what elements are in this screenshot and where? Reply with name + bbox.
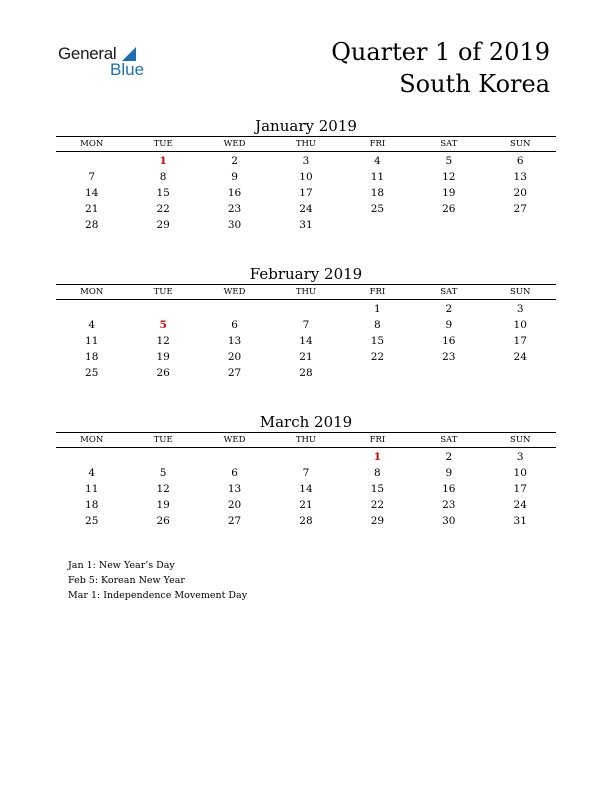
week-row bbox=[56, 185, 556, 201]
weekday-label: MON bbox=[80, 139, 104, 149]
empty-day-cell bbox=[413, 217, 484, 233]
day-cell: 10 bbox=[513, 319, 527, 331]
day-cell: 7 bbox=[88, 171, 96, 183]
day-cell: 23 bbox=[442, 499, 456, 511]
month-calendar bbox=[56, 412, 556, 529]
logo-text-blue: Blue bbox=[110, 60, 145, 79]
day-cell: 9 bbox=[445, 319, 453, 331]
month-title: January 2019 bbox=[255, 117, 357, 135]
week-row bbox=[56, 217, 556, 233]
day-cell: 17 bbox=[299, 187, 313, 199]
day-cell: 5 bbox=[159, 467, 167, 479]
day-cell: 8 bbox=[159, 171, 167, 183]
month-title: March 2019 bbox=[259, 413, 353, 431]
week-row bbox=[56, 169, 556, 185]
month-calendar bbox=[56, 116, 556, 233]
day-cell: 31 bbox=[299, 219, 313, 231]
day-cell: 30 bbox=[442, 515, 456, 527]
weekday-label: FRI bbox=[369, 139, 386, 149]
week-row bbox=[56, 465, 556, 481]
day-cell: 20 bbox=[227, 351, 242, 363]
week-row bbox=[56, 201, 556, 217]
day-cell: 10 bbox=[299, 171, 313, 183]
day-cell: 18 bbox=[85, 499, 99, 511]
day-cell: 28 bbox=[299, 367, 313, 379]
day-cell: 3 bbox=[516, 303, 524, 315]
weekday-label: WED bbox=[223, 139, 246, 149]
logo-triangle-icon bbox=[122, 47, 136, 61]
day-cell: 28 bbox=[85, 219, 99, 231]
day-cell: 13 bbox=[227, 335, 242, 347]
empty-day-cell bbox=[485, 217, 556, 233]
holiday-notes bbox=[68, 558, 247, 603]
weekday-label: THU bbox=[295, 435, 317, 445]
empty-day-cell bbox=[485, 365, 556, 381]
weekday-label: FRI bbox=[369, 287, 386, 297]
day-cell: 6 bbox=[231, 467, 238, 479]
day-cell: 15 bbox=[370, 483, 385, 495]
month-calendar bbox=[56, 264, 556, 381]
weekday-label: TUE bbox=[153, 435, 173, 445]
week-row bbox=[56, 513, 556, 529]
generalblue-logo bbox=[58, 44, 158, 84]
title-quarter: Quarter 1 of 2019 bbox=[331, 38, 550, 66]
day-cell: 21 bbox=[85, 203, 99, 215]
day-cell: 17 bbox=[513, 335, 527, 347]
day-cell: 21 bbox=[299, 499, 313, 511]
holiday-day-cell: 1 bbox=[373, 451, 382, 463]
day-cell: 31 bbox=[513, 515, 527, 527]
holiday-day-cell: 5 bbox=[159, 319, 167, 331]
day-cell: 26 bbox=[156, 515, 170, 527]
holiday-note: Feb 5: Korean New Year bbox=[68, 575, 185, 586]
week-row bbox=[56, 497, 556, 513]
weekday-label: FRI bbox=[369, 435, 386, 445]
day-cell: 11 bbox=[85, 335, 99, 347]
empty-day-cell bbox=[199, 301, 270, 317]
day-cell: 23 bbox=[227, 203, 242, 215]
week-row bbox=[56, 333, 556, 349]
logo-text-general: General bbox=[58, 44, 117, 63]
day-cell: 25 bbox=[85, 515, 99, 527]
day-cell: 12 bbox=[156, 483, 170, 495]
day-cell: 19 bbox=[442, 187, 456, 199]
holiday-note: Mar 1: Independence Movement Day bbox=[68, 590, 248, 601]
day-cell: 19 bbox=[156, 499, 170, 511]
day-cell: 22 bbox=[370, 499, 385, 511]
day-cell: 9 bbox=[231, 171, 238, 183]
day-cell: 14 bbox=[299, 335, 313, 347]
day-cell: 2 bbox=[445, 451, 453, 463]
weekday-label: SUN bbox=[510, 435, 531, 445]
day-cell: 2 bbox=[231, 155, 238, 167]
day-cell: 1 bbox=[374, 303, 381, 315]
day-cell: 7 bbox=[302, 467, 310, 479]
day-cell: 11 bbox=[370, 171, 385, 183]
day-cell: 24 bbox=[513, 351, 527, 363]
day-cell: 27 bbox=[227, 515, 242, 527]
empty-day-cell bbox=[270, 449, 341, 465]
day-cell: 30 bbox=[227, 219, 242, 231]
day-cell: 15 bbox=[156, 187, 170, 199]
day-cell: 26 bbox=[156, 367, 170, 379]
empty-day-cell bbox=[413, 365, 484, 381]
weekday-label: SUN bbox=[510, 139, 531, 149]
holiday-day-cell: 1 bbox=[159, 155, 167, 167]
empty-day-cell bbox=[127, 301, 198, 317]
week-row bbox=[56, 301, 556, 317]
weekday-label: MON bbox=[80, 435, 104, 445]
day-cell: 21 bbox=[299, 351, 313, 363]
week-row bbox=[56, 365, 556, 381]
weekday-label: SAT bbox=[440, 139, 458, 149]
weekday-header bbox=[56, 284, 556, 300]
day-cell: 12 bbox=[442, 171, 456, 183]
day-cell: 8 bbox=[374, 467, 381, 479]
day-cell: 18 bbox=[370, 187, 385, 199]
day-cell: 20 bbox=[227, 499, 242, 511]
weekday-label: THU bbox=[295, 139, 317, 149]
day-cell: 28 bbox=[299, 515, 313, 527]
day-cell: 25 bbox=[370, 203, 385, 215]
weekday-label: SAT bbox=[440, 287, 458, 297]
day-cell: 16 bbox=[227, 187, 242, 199]
day-cell: 12 bbox=[156, 335, 170, 347]
day-cell: 17 bbox=[513, 483, 527, 495]
weekday-label: SAT bbox=[440, 435, 458, 445]
weekday-label: TUE bbox=[153, 287, 173, 297]
day-cell: 6 bbox=[231, 319, 238, 331]
month-title: February 2019 bbox=[249, 265, 363, 283]
day-cell: 2 bbox=[445, 303, 453, 315]
weekday-label: THU bbox=[295, 287, 317, 297]
day-cell: 22 bbox=[156, 203, 170, 215]
day-cell: 20 bbox=[513, 187, 527, 199]
title-country: South Korea bbox=[399, 70, 550, 98]
weekday-label: WED bbox=[223, 287, 246, 297]
weekday-label: MON bbox=[80, 287, 104, 297]
day-cell: 22 bbox=[370, 351, 385, 363]
week-row bbox=[56, 481, 556, 497]
day-cell: 4 bbox=[88, 319, 96, 331]
day-cell: 7 bbox=[302, 319, 310, 331]
day-cell: 11 bbox=[85, 483, 99, 495]
day-cell: 26 bbox=[442, 203, 456, 215]
day-cell: 29 bbox=[370, 515, 385, 527]
day-cell: 14 bbox=[299, 483, 313, 495]
day-cell: 27 bbox=[513, 203, 527, 215]
weekday-header bbox=[56, 136, 556, 152]
day-cell: 10 bbox=[513, 467, 527, 479]
weekday-header bbox=[56, 432, 556, 448]
holiday-note: Jan 1: New Year’s Day bbox=[68, 560, 175, 571]
weekday-label: WED bbox=[223, 435, 246, 445]
empty-day-cell bbox=[56, 301, 127, 317]
empty-day-cell bbox=[270, 301, 341, 317]
day-cell: 4 bbox=[88, 467, 96, 479]
empty-day-cell bbox=[56, 153, 127, 169]
day-cell: 13 bbox=[227, 483, 242, 495]
day-cell: 3 bbox=[516, 451, 524, 463]
day-cell: 18 bbox=[85, 351, 99, 363]
day-cell: 16 bbox=[442, 483, 456, 495]
page-title bbox=[331, 36, 550, 100]
day-cell: 27 bbox=[227, 367, 242, 379]
day-cell: 24 bbox=[299, 203, 313, 215]
day-cell: 5 bbox=[445, 155, 453, 167]
weekday-label: SUN bbox=[510, 287, 531, 297]
day-cell: 23 bbox=[442, 351, 456, 363]
week-row bbox=[56, 153, 556, 169]
empty-day-cell bbox=[127, 449, 198, 465]
week-row bbox=[56, 317, 556, 333]
day-cell: 4 bbox=[374, 155, 381, 167]
empty-day-cell bbox=[342, 217, 413, 233]
day-cell: 6 bbox=[516, 155, 524, 167]
day-cell: 8 bbox=[374, 319, 381, 331]
day-cell: 29 bbox=[156, 219, 170, 231]
day-cell: 16 bbox=[442, 335, 456, 347]
day-cell: 19 bbox=[156, 351, 170, 363]
empty-day-cell bbox=[199, 449, 270, 465]
day-cell: 3 bbox=[302, 155, 310, 167]
weekday-label: TUE bbox=[153, 139, 173, 149]
empty-day-cell bbox=[342, 365, 413, 381]
day-cell: 24 bbox=[513, 499, 527, 511]
week-row bbox=[56, 449, 556, 465]
day-cell: 13 bbox=[513, 171, 527, 183]
day-cell: 25 bbox=[85, 367, 99, 379]
week-row bbox=[56, 349, 556, 365]
day-cell: 9 bbox=[445, 467, 453, 479]
day-cell: 14 bbox=[85, 187, 99, 199]
empty-day-cell bbox=[56, 449, 127, 465]
day-cell: 15 bbox=[370, 335, 385, 347]
